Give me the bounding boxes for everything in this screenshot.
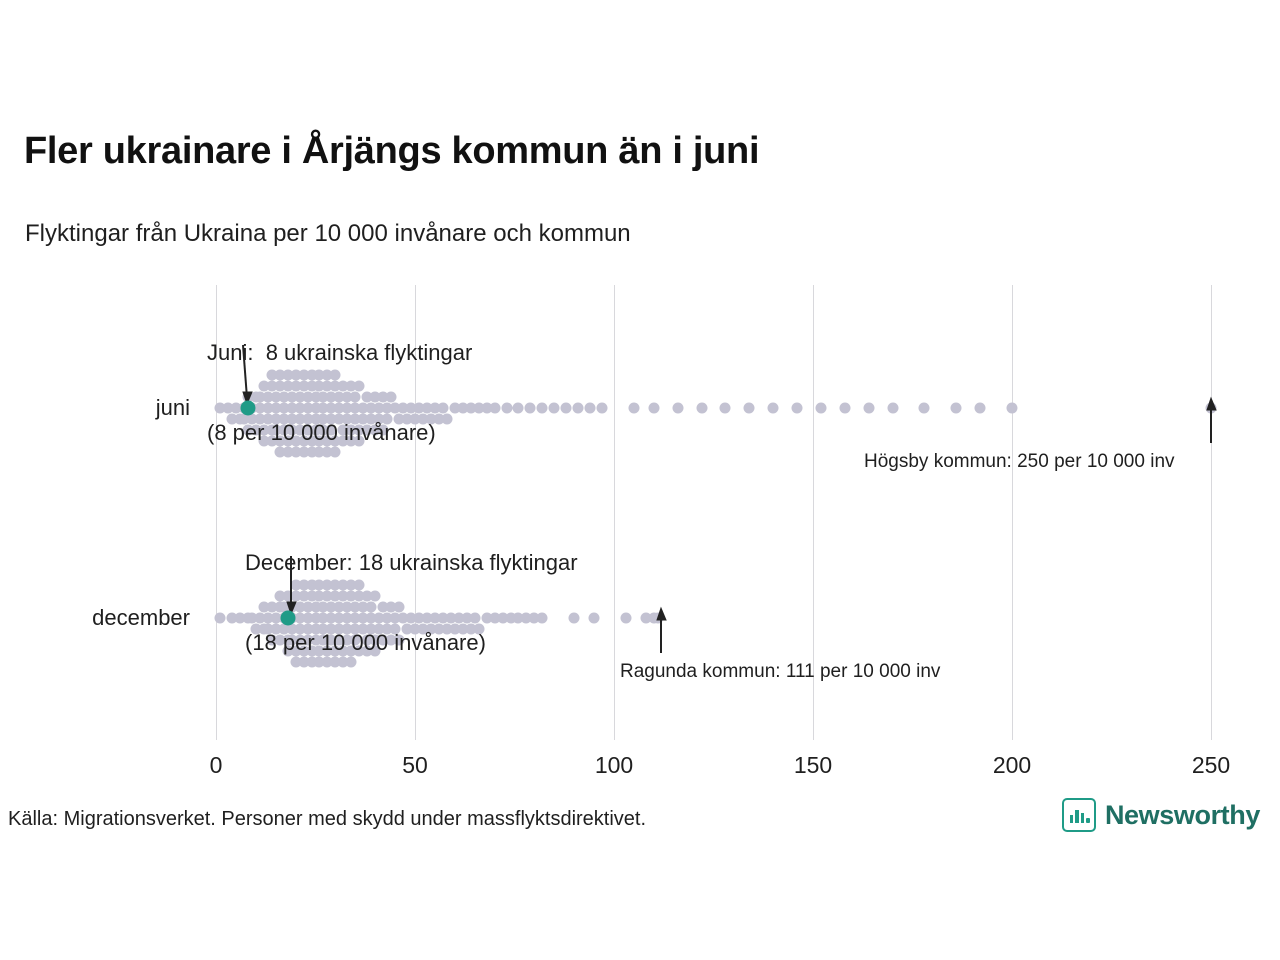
- x-axis-tick-label: 150: [793, 752, 833, 778]
- annotation-december-line1: December: 18 ukrainska flyktingar: [245, 549, 578, 575]
- x-axis-tick-label: 250: [1191, 752, 1231, 778]
- bar-chart-icon: [1062, 798, 1096, 832]
- annotation-juni-line2: (8 per 10 000 invånare): [207, 420, 436, 446]
- row-label-december: december: [92, 605, 190, 630]
- newsworthy-logo: [1062, 798, 1260, 832]
- annotation-hogsby: Högsby kommun: 250 per 10 000 inv: [864, 451, 1175, 472]
- highlighted-data-point: [280, 611, 295, 626]
- chart-subtitle: Flyktingar från Ukraina per 10 000 invånare och kommun: [25, 220, 631, 247]
- x-axis-tick-label: 200: [992, 752, 1032, 778]
- x-axis-tick-label: 0: [209, 752, 223, 778]
- source-note: Källa: Migrationsverket. Personer med skydd under massflyktsdirektivet.: [8, 808, 647, 830]
- highlighted-data-point: [240, 401, 255, 416]
- x-axis-tick-label: 50: [402, 752, 428, 778]
- logo-text: Newsworthy: [1104, 799, 1260, 830]
- annotation-december-line2: (18 per 10 000 invånare): [245, 630, 486, 656]
- annotation-ragunda: Ragunda kommun: 111 per 10 000 inv: [620, 661, 941, 682]
- page-title: Fler ukrainare i Årjängs kommun än i juni: [24, 130, 760, 172]
- annotation-juni-line1: Juni: 8 ukrainska flyktingar: [207, 339, 473, 365]
- row-label-juni: juni: [155, 395, 190, 420]
- x-axis-tick-label: 100: [594, 752, 634, 778]
